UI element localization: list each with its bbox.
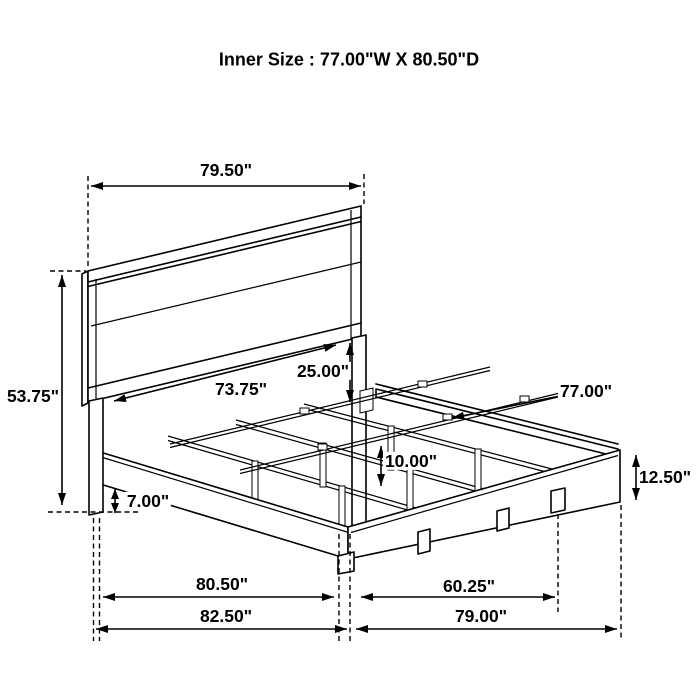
dim-label-side-rail-height: 12.50" xyxy=(638,466,692,487)
headboard-right-leg xyxy=(352,335,373,530)
dim-label-headboard-width: 79.50" xyxy=(199,159,253,180)
page-title: Inner Size : 77.00"W X 80.50"D xyxy=(218,49,480,70)
dim-label-outer-depth: 82.50" xyxy=(199,605,253,626)
dim-label-slat-inner-width: 77.00" xyxy=(559,380,613,401)
dim-label-inner-depth: 80.50" xyxy=(195,573,249,594)
dim-label-headboard-height: 53.75" xyxy=(6,385,60,406)
dim-label-frame-depth: 79.00" xyxy=(454,605,508,626)
dim-label-footboard-span: 60.25" xyxy=(442,575,496,596)
dim-label-slat-clearance-height: 10.00" xyxy=(384,450,438,471)
dim-label-underbed-clearance: 7.00" xyxy=(126,490,170,511)
dim-label-headboard-lower-height: 25.00" xyxy=(296,360,350,381)
dim-label-headboard-inner-width: 73.75" xyxy=(214,378,268,399)
